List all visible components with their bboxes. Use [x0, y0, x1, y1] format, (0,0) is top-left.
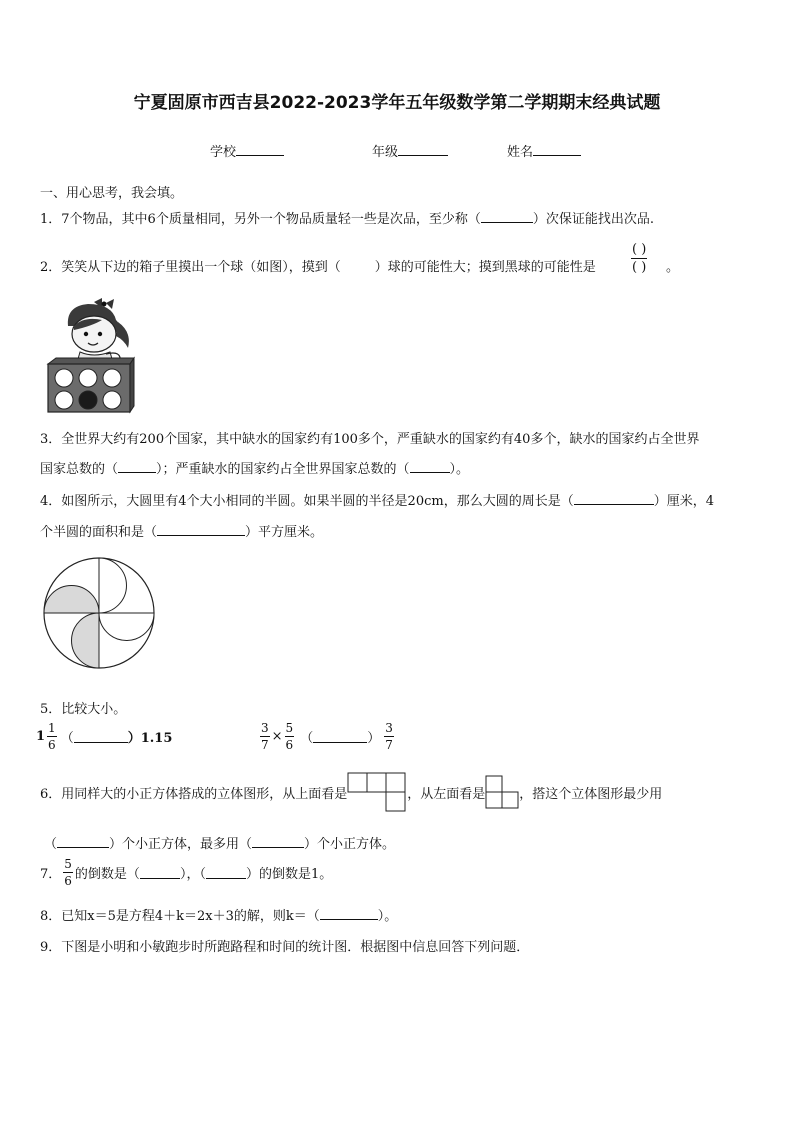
- q2-end: 。: [666, 260, 680, 275]
- top-view-square: [348, 773, 367, 792]
- grade-field: [372, 141, 448, 160]
- white-ball: [103, 391, 121, 409]
- q7-fraction-numerator: 5: [64, 857, 72, 871]
- section-heading: 一、用心思考，我会填。: [40, 186, 184, 201]
- q2-fraction-numerator: ( ): [632, 242, 647, 257]
- name-label: 姓名: [507, 145, 534, 160]
- girl-box-illustration: [46, 296, 136, 414]
- question-1: [40, 208, 654, 227]
- q4-text-b: ）厘米，4: [653, 494, 714, 509]
- q6-text-c: ，搭这个立体图形最少用: [519, 786, 663, 802]
- left-view-square: [502, 792, 518, 808]
- page-title: 宁夏固原市西吉县2022-2023学年五年级数学第二学期期末经典试题: [133, 93, 661, 113]
- top-view-square: [367, 773, 386, 792]
- q8-text-a: 8．已知x＝5是方程4＋k＝2x＋3的解，则k＝（: [40, 909, 320, 924]
- left-view-figure: [485, 775, 519, 809]
- question-5-label: 5．比较大小。: [40, 702, 127, 717]
- left-view-square: [486, 792, 502, 808]
- q6-answer-blank-min[interactable]: [57, 835, 109, 848]
- school-label: 学校: [210, 145, 237, 160]
- black-ball: [79, 391, 97, 409]
- q5-fraction-b1: [260, 722, 270, 751]
- grade-label: 年级: [372, 145, 399, 160]
- q2-fraction-blank[interactable]: [631, 243, 647, 274]
- q6-text-f: ）个小正方体。: [304, 837, 396, 852]
- left-view-square: [486, 776, 502, 792]
- q6-text-b: ，从左面看是: [407, 786, 486, 802]
- q5-close-a: ）1.15: [127, 731, 173, 746]
- q1-answer-blank[interactable]: [481, 210, 533, 223]
- q6-text-a: 6．用同样大的小正方体搭成的立体图形，从上面看是: [40, 786, 348, 802]
- q5-fraction-b3: [384, 722, 394, 751]
- q7-answer-blank-2[interactable]: [206, 866, 246, 879]
- q8-text-b: ）。: [377, 909, 398, 924]
- q1-text-b: ）次保证能找出次品.: [532, 212, 654, 227]
- q5-fraction-b3-numerator: 3: [385, 721, 393, 735]
- q1-text-a: 1．7个物品，其中6个质量相同，另外一个物品质量轻一些是次品，至少称（: [40, 212, 481, 227]
- question-8: [40, 905, 397, 924]
- q7-number: 7．: [40, 867, 62, 882]
- q5-fraction-b1-denominator: 7: [261, 738, 269, 752]
- q5-compare-b: [260, 722, 394, 751]
- question-3-line-2: [40, 458, 469, 477]
- q4-text-a: 4．如图所示，大圆里有4个大小相同的半圆。如果半圆的半径是20cm，那么大圆的周长是（: [40, 494, 574, 509]
- white-ball: [79, 369, 97, 387]
- q6-text-d: （: [44, 837, 58, 852]
- question-7: [40, 858, 332, 887]
- q5-fraction-a: [47, 722, 57, 751]
- q7-fraction-denominator: 6: [64, 874, 72, 888]
- q5-fraction-a-denominator: 6: [48, 738, 56, 752]
- q5-open-paren-b: （: [300, 731, 314, 746]
- times-sign: ×: [271, 729, 283, 744]
- q7-text-a: 的倒数是（: [74, 867, 140, 882]
- ponytail: [116, 322, 129, 348]
- grade-blank[interactable]: [398, 143, 448, 156]
- q2-text-b: ）球的可能性大；摸到黑球的可能性是: [374, 260, 596, 275]
- q7-text-c: ）的倒数是1。: [245, 867, 333, 882]
- q5-answer-blank-a[interactable]: [74, 730, 128, 743]
- top-view-square: [386, 773, 405, 792]
- q5-compare-a: [36, 722, 172, 751]
- q8-answer-blank[interactable]: [320, 907, 378, 920]
- q7-answer-blank-1[interactable]: [140, 866, 180, 879]
- white-ball: [55, 391, 73, 409]
- q3-answer-blank-2[interactable]: [410, 460, 450, 473]
- question-4-line-2: [40, 521, 323, 540]
- box-top: [48, 358, 134, 364]
- question-3-line-1: 3．全世界大约有200个国家，其中缺水的国家约有100多个，严重缺水的国家约有40多个，缺水的国家约占全世界: [40, 432, 700, 447]
- right-eye: [98, 332, 102, 336]
- q6-answer-blank-max[interactable]: [252, 835, 304, 848]
- hair-bow-right: [106, 299, 114, 309]
- top-view-figure: [347, 772, 407, 812]
- top-view-square: [386, 792, 405, 811]
- q7-fraction: [63, 858, 73, 887]
- name-field: [507, 141, 581, 160]
- q5-whole-number: 1: [36, 729, 46, 744]
- q3-text-c: ）。: [449, 462, 470, 477]
- q5-fraction-b3-denominator: 7: [385, 738, 393, 752]
- hair-bow-knot: [102, 302, 107, 307]
- school-field: [210, 141, 284, 160]
- q4-text-c: 个半圆的面积和是（: [40, 525, 158, 540]
- q7-text-b: ），（: [179, 867, 206, 882]
- name-blank[interactable]: [533, 143, 581, 156]
- q5-fraction-b2-numerator: 5: [285, 721, 294, 735]
- question-6-line-1: [40, 772, 662, 812]
- q4-answer-blank-2[interactable]: [157, 523, 245, 536]
- q4-answer-blank-1[interactable]: [574, 492, 654, 505]
- question-4-line-1: [40, 490, 714, 509]
- school-blank[interactable]: [236, 143, 284, 156]
- q3-text-b: ）；严重缺水的国家约占全世界国家总数的（: [156, 462, 410, 477]
- question-9: 9．下图是小明和小敏跑步时所跑路程和时间的统计图．根据图中信息回答下列问题．: [40, 940, 530, 955]
- circle-semicircles-figure: [42, 556, 156, 670]
- box-side: [130, 358, 134, 412]
- question-6-line-2: [44, 833, 395, 852]
- q3-text-a: 国家总数的（: [40, 462, 119, 477]
- white-ball: [55, 369, 73, 387]
- q5-fraction-b1-numerator: 3: [261, 721, 269, 735]
- q5-answer-blank-b[interactable]: [313, 730, 367, 743]
- q5-close-b: ）: [367, 731, 381, 746]
- q3-answer-blank-1[interactable]: [118, 460, 156, 473]
- q5-open-paren-a: （: [60, 731, 74, 746]
- q2-text-a: 2．笑笑从下边的箱子里摸出一个球（如图），摸到（: [40, 260, 341, 275]
- question-2: [40, 256, 596, 275]
- q5-fraction-b2-denominator: 6: [285, 738, 294, 752]
- left-eye: [84, 332, 88, 336]
- q6-text-e: ）个小正方体，最多用（: [109, 837, 253, 852]
- q4-text-d: ）平方厘米。: [245, 525, 324, 540]
- white-ball: [103, 369, 121, 387]
- q5-fraction-a-numerator: 1: [48, 721, 56, 735]
- q5-fraction-b2: [285, 722, 295, 751]
- q2-fraction-denominator: ( ): [632, 260, 647, 275]
